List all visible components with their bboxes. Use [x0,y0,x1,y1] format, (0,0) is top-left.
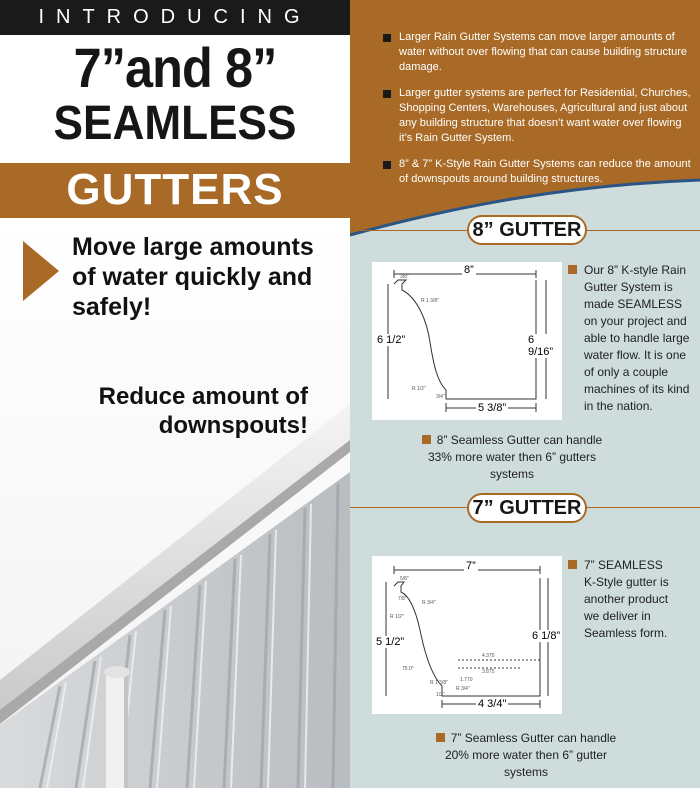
gutter7-right-label: 6 1/8” [532,630,561,642]
bullet-square-icon [568,560,577,569]
gutter7-bottom-label: 4 3/4" [478,698,507,710]
top-bullet-item: 8” & 7” K-Style Rain Gutter Systems can reduce the amount of downspouts around building structures. [383,157,693,187]
gutter7-width-label: 7” [466,560,476,572]
gutter7-dim-label: 75.0° [402,666,414,672]
tagline-move: Move large amounts of water quickly and safely! [72,233,314,321]
gutter7-note: 7” Seamless Gutter can handle 20% more water then 6” gutter systems [426,730,626,781]
top-bullet-item: Larger gutter systems are perfect for Residential, Churches, Shopping Centers, Warehouses, Agricultural and just about any building structure that doesn’t want water over flowing it’s Rain Gutter System. [383,86,693,146]
gutter8-right-label: 6 9/16” [528,334,562,358]
gutter7-dim-label: 1.770 [460,677,473,683]
bullet-square-icon [568,265,577,274]
building-photo [0,380,350,788]
bullet-square-icon [422,435,431,444]
gutter8-title: 8” GUTTER [467,215,587,245]
gutter7-dim-label: 4.375 [482,653,495,659]
gutter7-diagram [372,556,562,714]
gutter7-dim-label: 7/8" [398,596,407,602]
bullet-square-icon [436,733,445,742]
bullet-square-icon [383,161,391,169]
gutter8-step-label: 3/4" [436,394,445,400]
tagline-reduce: Reduce amount of downspouts! [98,383,308,439]
gutter7-dim-label: R 1 3/8" [430,680,448,686]
top-bullets [383,30,693,198]
gutter7-dim-label: 1/2" [436,692,445,698]
gutter7-dim-label: 3.875 [482,669,495,675]
gutter8-description [568,262,693,415]
gutter8-note: 8” Seamless Gutter can handle 33% more water then 6” gutters systems [412,432,612,483]
gutter8-diagram [372,262,562,420]
gutter8-bottom-label: 5 3/8” [478,402,507,414]
headline-gutters: GUTTERS [66,165,284,214]
gutter7-left-label: 5 1/2” [376,636,405,648]
gutter7-title: 7” GUTTER [467,493,587,523]
gutter7-dim-label: R 1/2" [390,614,404,620]
gutter7-dim-label: R 3/4" [422,600,436,606]
headline-sizes: 7”and 8” [73,36,277,99]
gutter8-left-label: 6 1/2” [377,334,406,346]
gutter8-lip-label: 3/8" [400,274,409,280]
arrow-icon [23,241,59,301]
gutter7-dim-label: R 3/4" [456,686,470,692]
gutter8-description-item: Our 8” K-style Rain Gutter System is made SEAMLESS on your project and able to handle large water flow. It is one of only a couple machines of its kind in the nation. [568,262,693,415]
gutter7-description-item: 7” SEAMLESS K-Style gutter is another product we deliver in Seamless form. [568,557,678,642]
intro-label: INTRODUCING [38,6,312,28]
top-bullet-item: Larger Rain Gutter Systems can move larger amounts of water without over flowing that can cause building structure damage. [383,30,693,75]
headline-seamless: SEAMLESS [53,97,297,150]
gutter7-description [568,557,678,642]
gutter8-radius-label: R 1/2" [412,386,426,392]
bullet-square-icon [383,34,391,42]
gutter8-radius-label: R 1 3/8" [421,298,439,304]
gutter7-dim-label: 5/8" [400,576,409,582]
bullet-square-icon [383,90,391,98]
gutter8-width-label: 8” [464,264,474,276]
